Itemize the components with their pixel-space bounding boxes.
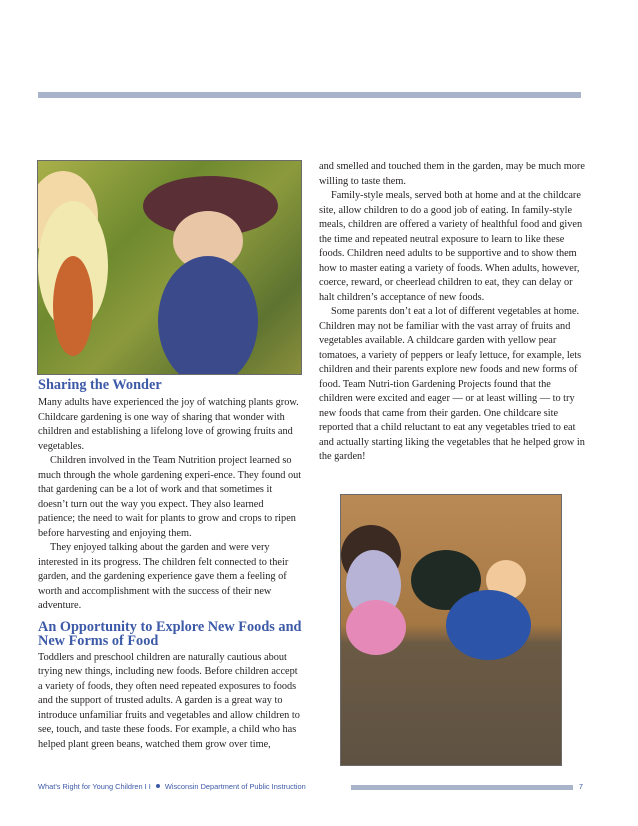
footer-publication: What’s Right for Young Children I I	[38, 782, 151, 791]
paragraph: Family-style meals, served both at home and at the childcare site, allow children to do a good job of eating. In family-style meals, children are offered a variety of healthful food and given the time and repeated neutral exposure to learn to like these foods. Children need adults to be supportive and to show them how to master eating a variety of foods. When adults, however, coerce, reward, or cheerlead children to eat, they can delay or halt children’s acceptance of new foods.	[319, 190, 583, 303]
paragraph: Some parents don’t eat a lot of different vegetables at home. Children may not be familiar with the vast array of fruits and vegetables available. A childcare garden with yellow pear tomatoes, a variety of peppers or leafy lettuce, for example, lets children and their parents explore new foods and new forms of food. Team Nutri-tion Gardening Projects found that the children were excited and eager — or at least willing — to try new foods that came from their garden. One childcare site reported that a child reluctant to eat any vegetables tried to eat and actually starting liking the vegetables that he helped grow in the garden!	[319, 306, 585, 462]
footer-organization: Wisconsin Department of Public Instruction	[164, 782, 306, 791]
section-heading-explore-new-foods: An Opportunity to Explore New Foods and New Forms of Food	[38, 618, 302, 649]
photo-toddlers-digging-soil	[340, 494, 562, 766]
right-column	[319, 160, 585, 465]
section-heading-sharing-the-wonder: Sharing the Wonder	[38, 377, 162, 393]
left-column	[38, 378, 303, 752]
top-rule	[38, 92, 581, 98]
paragraph: They enjoyed talking about the garden and were very interested in its progress. The children felt connected to their garden, and the gardening experience gave them a feeling of worth and accomplishment with the success of their new adventure.	[38, 542, 289, 611]
footer-rule	[351, 785, 573, 790]
page-footer	[38, 781, 583, 793]
photo-children-in-garden	[37, 160, 302, 375]
paragraph: and smelled and touched them in the garden, may be much more willing to taste them.	[319, 161, 585, 187]
paragraph: Children involved in the Team Nutrition project learned so much through the whole gardening experi-ence. They found out that gardening can be a lot of work and that sometimes it doesn’t turn out the way you expect. They also learned patience; the need to wait for plants to grow and crops to ripen before harvesting and enjoying them.	[38, 455, 302, 539]
footer-credit	[38, 782, 306, 791]
paragraph: Many adults have experienced the joy of watching plants grow. Childcare gardening is one way of sharing that wonder with children and establishing a lifelong love of growing fruits and vegetables.	[38, 397, 299, 452]
paragraph: Toddlers and preschool children are naturally cautious about trying new things, including new foods. Before children accept a variety of foods, they often need repeated exposures to foods and the support of trusted adults. A garden is a great way to introduce unfamiliar fruits and vegetables and allow children to see, touch, and taste these foods. For example, a child who has helped plant green beans, watched them grow over time,	[38, 651, 300, 750]
bullet-separator-icon	[156, 784, 160, 788]
page-number: 7	[578, 782, 583, 791]
